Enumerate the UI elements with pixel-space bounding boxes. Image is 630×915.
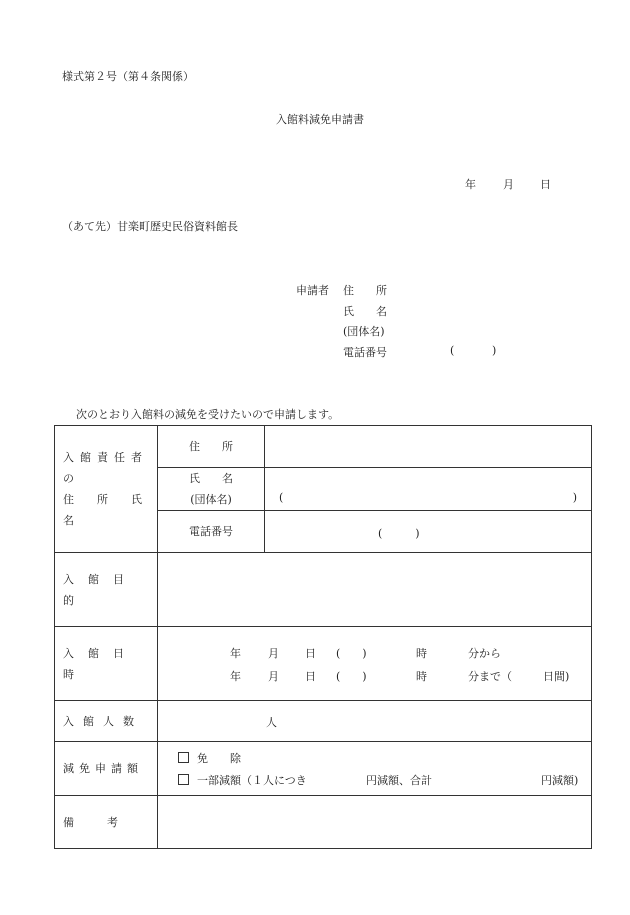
applicant-group-label: (団体名) [343,325,385,338]
address-label: 住 所 [189,440,233,453]
date-month-label: 月 [503,178,514,191]
to-year-label: 年 [230,670,241,683]
phone-label: 電話番号 [189,525,233,538]
to-hour-label: 時 [416,670,427,683]
exemption-option[interactable] [178,750,241,766]
purpose-label: 入館目的 [63,572,138,607]
applicant-label: 申請者 [296,284,329,297]
count-label: 入館人数 [63,714,143,728]
remarks-label: 備 考 [63,815,118,829]
responsible-person-label-1: 入館責任者の [63,451,148,485]
form-number: 様式第２号（第４条関係） [62,70,194,83]
group-paren-close: ) [572,491,577,504]
name-label-cell [158,468,265,511]
remarks-field[interactable] [158,796,592,849]
exemption-label: 免 除 [197,752,241,765]
reduction-label: 減免申請額 [63,762,143,775]
form-title: 入館料減免申請書 [276,113,364,126]
to-day-label: 日 [305,670,316,683]
intro-text: 次のとおり入館料の減免を受けたいので申請します。 [76,408,340,421]
group-paren-open: ( [279,491,284,504]
partial-reduction-total-label: 円減額、合計 [366,774,432,787]
name-field[interactable] [265,468,592,511]
name-label: 氏 名 [189,472,233,485]
from-day-label: 日 [305,647,316,660]
count-unit: 人 [266,716,277,729]
from-month-label: 月 [268,647,279,660]
phone-parens: ( ) [378,527,420,540]
address-field[interactable] [265,426,592,468]
to-month-label: 月 [268,670,279,683]
group-label: (団体名) [190,493,232,506]
duration-days-label: 日間) [543,670,570,683]
partial-reduction-checkbox[interactable] [178,774,189,785]
remarks-label-cell [55,796,158,849]
from-minute-label: 分から [468,647,501,660]
to-weekday-parens: ( ) [336,670,367,683]
application-table [54,425,592,849]
from-year-label: 年 [230,647,241,660]
responsible-person-cell [55,426,165,553]
applicant-address-label: 住 所 [343,284,387,297]
from-hour-label: 時 [416,647,427,660]
reduction-field [158,742,592,796]
purpose-label-cell [55,553,158,627]
date-day-label: 日 [540,178,551,191]
partial-option[interactable] [178,772,307,788]
exemption-checkbox[interactable] [178,752,189,763]
applicant-phone-label: 電話番号 [343,346,387,359]
partial-reduction-end-label: 円減額) [541,774,579,787]
purpose-field[interactable] [158,553,592,627]
addressee: （あて先）甘楽町歴史民俗資料館長 [62,220,238,233]
address-label-cell [158,426,265,468]
to-minute-label: 分まで（ [468,670,512,683]
count-field[interactable] [158,701,592,742]
datetime-label-cell [55,627,158,701]
datetime-label: 入館日時 [63,646,138,681]
applicant-name-label: 氏 名 [343,305,387,318]
phone-field[interactable] [265,511,592,553]
date-year-label: 年 [465,178,476,191]
count-label-cell [55,701,158,742]
from-weekday-parens: ( ) [336,647,367,660]
applicant-phone-paren-close: ) [492,344,497,357]
reduction-label-cell [55,742,158,796]
applicant-phone-paren-open: ( [450,344,455,357]
phone-label-cell [158,511,265,553]
datetime-field[interactable] [158,627,592,701]
partial-reduction-label: 一部減額（１人につき [197,774,307,787]
responsible-person-label-2: 住 所 氏 名 [63,493,165,527]
